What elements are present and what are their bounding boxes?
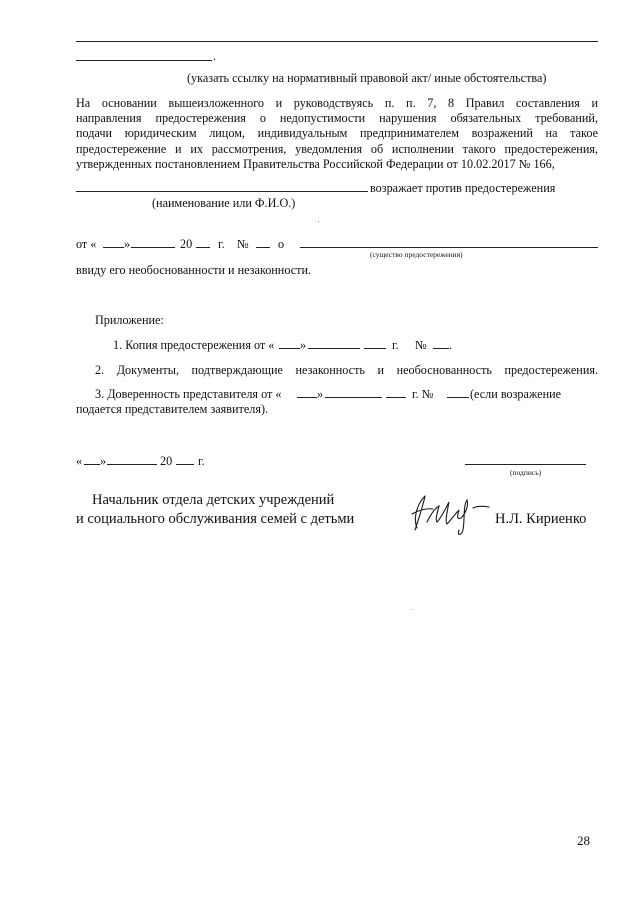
close-quote: »	[300, 338, 307, 352]
reference-caption: (указать ссылку на нормативный правовой акт/ иные обстоятельства)	[187, 71, 547, 85]
month-blank	[131, 247, 175, 248]
year-label: г.	[392, 338, 399, 352]
name-caption: (наименование или Ф.И.О.)	[152, 196, 296, 210]
date-month-blank	[107, 464, 157, 465]
handwritten-signature	[403, 488, 493, 538]
appendix-heading: Приложение:	[95, 313, 164, 327]
representative-note-line2: подается представителем заявителя).	[76, 402, 269, 416]
item1-year-blank	[364, 348, 386, 349]
position-line-1: Начальник отдела детских учреждений	[92, 492, 335, 508]
signature-blank	[465, 464, 586, 465]
paragraph-line: утвержденных постановлением Правительства Российской Федерации от 10.02.2017 № 166,	[76, 156, 555, 171]
representative-note: (если возражение	[470, 387, 562, 401]
blank-line	[76, 60, 212, 61]
page-number: 28	[577, 833, 590, 848]
year-prefix: 20	[160, 454, 173, 468]
appendix-item-1: 1. Копия предостережения от «	[113, 338, 275, 352]
year-suffix: г.	[198, 454, 205, 468]
name-blank-line	[76, 191, 368, 192]
item1-month-blank	[308, 348, 360, 349]
close-quote: »	[124, 237, 131, 251]
close-quote: »	[317, 387, 324, 401]
day-blank	[103, 247, 124, 248]
line-end-dot: .	[213, 49, 217, 63]
number-sign: №	[237, 237, 249, 251]
year-number-label: г. №	[412, 387, 434, 401]
item1-number-blank	[433, 348, 449, 349]
appendix-item-2: 2. Документы, подтверждающие незаконность и необоснованность предостережения.	[95, 363, 598, 377]
appendix-item-3: 3. Доверенность представителя от «	[95, 387, 282, 401]
item1-day-blank	[279, 348, 300, 349]
date-day-blank	[84, 464, 100, 465]
item3-year-blank	[386, 397, 406, 398]
signatory-name: Н.Л. Кириенко	[495, 511, 587, 527]
paragraph-line: На основании вышеизложенного и руководствуясь п. п. 7, 8 Правил составления и	[76, 96, 598, 110]
reason-text: ввиду его необоснованности и незаконности.	[76, 263, 312, 277]
essence-blank	[300, 247, 598, 248]
item3-month-blank	[325, 397, 382, 398]
year-blank	[196, 247, 210, 248]
number-sign: №	[415, 338, 427, 352]
paragraph-line: предостережение и их рассмотрения, уведомления об исполнении такого предостережения,	[76, 141, 598, 156]
scan-speck	[318, 221, 319, 222]
paragraph-line: подачи юридическим лицом, индивидуальным предпринимателем возражений на такое	[76, 126, 598, 141]
line-end-dot: .	[449, 338, 453, 352]
date-year-blank	[176, 464, 194, 465]
year-suffix: г.	[218, 237, 225, 251]
about-label: о	[278, 237, 285, 251]
year-prefix: 20	[180, 237, 193, 251]
position-line-2: и социального обслуживания семей с детьми	[76, 511, 355, 527]
essence-caption: (существо предостережения)	[370, 250, 463, 259]
scan-speck	[412, 609, 413, 610]
blank-line	[76, 41, 598, 42]
signature-caption: (подпись)	[510, 468, 542, 477]
objection-text: возражает против предостережения	[370, 181, 556, 195]
basis-paragraph	[76, 96, 598, 172]
from-label: от «	[76, 237, 97, 251]
item3-number-blank	[447, 397, 469, 398]
number-blank	[256, 247, 270, 248]
item3-day-blank	[297, 397, 317, 398]
paragraph-line: направления предостережения о недопустимости нарушения обязательных требований,	[76, 111, 598, 126]
close-quote: »	[100, 454, 107, 468]
open-quote: «	[76, 454, 83, 468]
